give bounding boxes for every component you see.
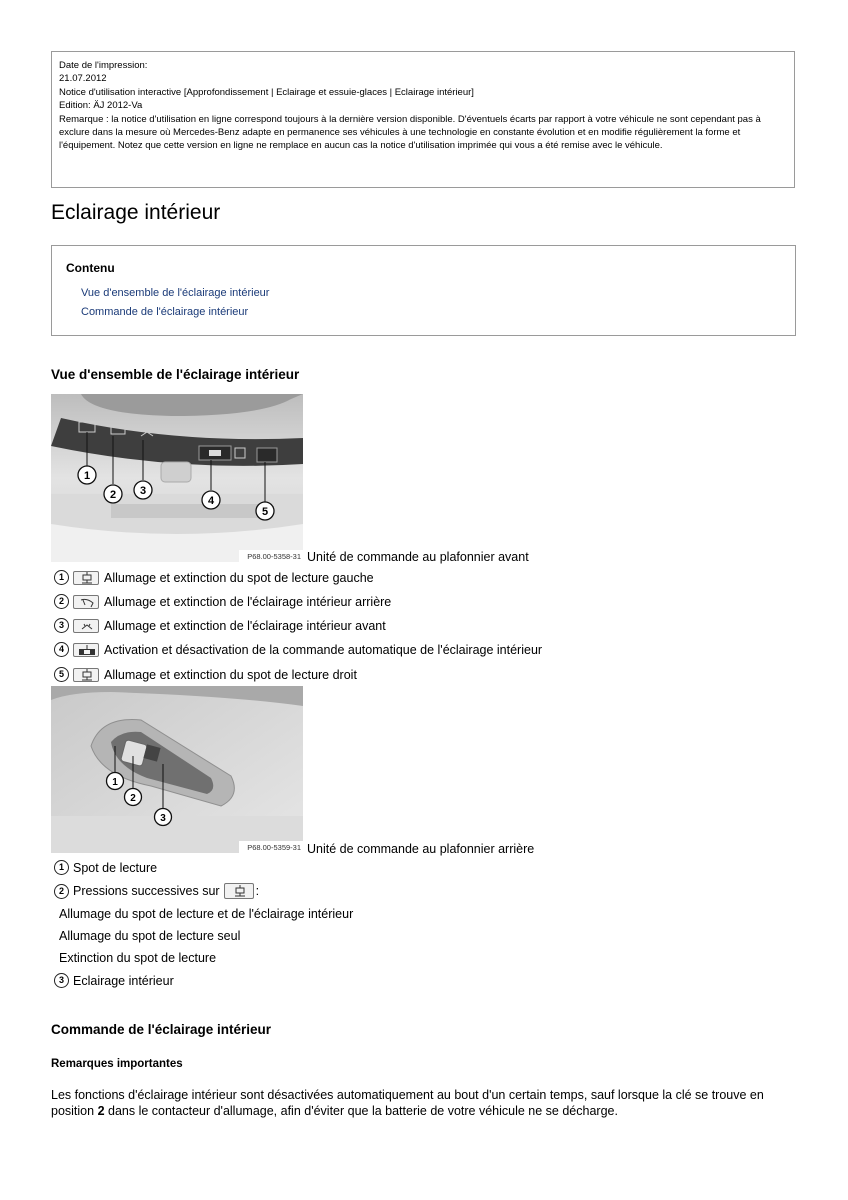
marker-number: 2 bbox=[54, 884, 69, 899]
photo2-marker: 3 bbox=[160, 813, 166, 824]
auto-light-icon bbox=[73, 643, 99, 657]
legend-text: Allumage et extinction de l'éclairage intérieur arrière bbox=[104, 594, 392, 609]
legend-text-suffix: : bbox=[255, 884, 260, 898]
front-overhead-control-photo bbox=[51, 394, 303, 562]
legend2-item-1 bbox=[54, 860, 157, 875]
photo1-code: P68.00-5358-31 bbox=[247, 552, 301, 561]
photo2-caption: Unité de commande au plafonnier arrière bbox=[307, 842, 535, 856]
marker-number: 1 bbox=[54, 860, 69, 875]
ignition-position: 2 bbox=[97, 1104, 105, 1118]
reading-lamp-icon bbox=[73, 668, 99, 682]
legend-item-3 bbox=[54, 618, 386, 633]
print-info-box bbox=[51, 51, 795, 188]
photo1-marker: 4 bbox=[207, 495, 215, 507]
marker-number: 3 bbox=[54, 973, 69, 988]
press-option-2: Allumage du spot de lecture seul bbox=[59, 929, 241, 943]
legend-item-1 bbox=[54, 570, 374, 585]
print-date: 21.07.2012 bbox=[59, 73, 107, 85]
notes-paragraph bbox=[51, 1087, 796, 1119]
contents-title: Contenu bbox=[66, 261, 115, 275]
photo1-caption: Unité de commande au plafonnier avant bbox=[307, 550, 529, 564]
toc-link-overview[interactable]: Vue d'ensemble de l'éclairage intérieur bbox=[81, 287, 270, 299]
notes-text: Les fonctions d'éclairage intérieur sont désactivées automatiquement au bout d'un certain temps, sauf lorsque la clé se trouve en position bbox=[51, 1088, 764, 1118]
marker-number: 4 bbox=[54, 642, 69, 657]
legend2-item-2 bbox=[54, 883, 259, 899]
photo2-marker: 1 bbox=[112, 777, 118, 788]
rear-light-icon bbox=[73, 595, 99, 609]
page-title: Eclairage intérieur bbox=[51, 201, 221, 224]
marker-number: 2 bbox=[54, 594, 69, 609]
toc-link-control[interactable]: Commande de l'éclairage intérieur bbox=[81, 306, 249, 318]
legend-text: Pressions successives sur bbox=[73, 884, 220, 898]
marker-number: 1 bbox=[54, 570, 69, 585]
rear-overhead-control-photo bbox=[51, 686, 303, 853]
legend-text: Activation et désactivation de la commande automatique de l'éclairage intérieur bbox=[104, 642, 543, 657]
photo1-marker: 1 bbox=[83, 470, 91, 482]
reading-lamp-icon bbox=[73, 571, 99, 585]
photo1-marker: 2 bbox=[109, 489, 117, 501]
legend-text: Allumage et extinction du spot de lecture gauche bbox=[104, 570, 374, 585]
contents-box bbox=[51, 245, 796, 336]
legend2-item-3 bbox=[54, 973, 174, 988]
edition: Edition: ÄJ 2012-Va bbox=[59, 100, 143, 112]
photo1-marker: 3 bbox=[139, 485, 147, 497]
remark: Remarque : la notice d'utilisation en ligne correspond toujours à la dernière version disponible. D'éventuels écarts par rapport à votre véhicule ne sont cependant pas à exclure dans la mesure où Mercedes-Benz adapte en permanence ses véhicules à une technologie en constante évolution et en modifie régulièrement la forme et l'équipement. Notez que cette version en ligne ne remplace en aucun cas la notice d'utilisation imprimée qui vous a été remise avec le véhicule. bbox=[59, 113, 761, 152]
marker-number: 3 bbox=[54, 618, 69, 633]
legend-item-4 bbox=[54, 642, 542, 657]
photo2-marker: 2 bbox=[130, 793, 136, 804]
marker-number: 5 bbox=[54, 667, 69, 682]
notes-text-end: dans le contacteur d'allumage, afin d'éviter que la batterie de votre véhicule ne se décharge. bbox=[104, 1104, 618, 1118]
photo1-marker: 5 bbox=[261, 506, 269, 518]
notice-path: Notice d'utilisation interactive [Approfondissement | Eclairage et essuie-glaces | Eclairage intérieur] bbox=[59, 86, 474, 98]
reading-lamp-icon bbox=[224, 883, 254, 899]
press-option-3: Extinction du spot de lecture bbox=[59, 951, 217, 965]
legend-text: Allumage et extinction de l'éclairage intérieur avant bbox=[104, 618, 386, 633]
front-light-icon bbox=[73, 619, 99, 633]
legend-text: Allumage et extinction du spot de lecture droit bbox=[104, 667, 357, 682]
legend-item-2 bbox=[54, 594, 391, 609]
photo2-code: P68.00-5359-31 bbox=[247, 843, 301, 852]
subheading-important-notes: Remarques importantes bbox=[51, 1058, 183, 1070]
print-date-label: Date de l'impression: bbox=[59, 60, 148, 71]
section-heading-overview: Vue d'ensemble de l'éclairage intérieur bbox=[51, 367, 300, 382]
press-option-1: Allumage du spot de lecture et de l'éclairage intérieur bbox=[59, 907, 354, 921]
section-heading-control: Commande de l'éclairage intérieur bbox=[51, 1022, 272, 1037]
legend-item-5 bbox=[54, 667, 357, 682]
legend-text: Eclairage intérieur bbox=[73, 973, 174, 988]
legend-text: Spot de lecture bbox=[73, 860, 158, 875]
